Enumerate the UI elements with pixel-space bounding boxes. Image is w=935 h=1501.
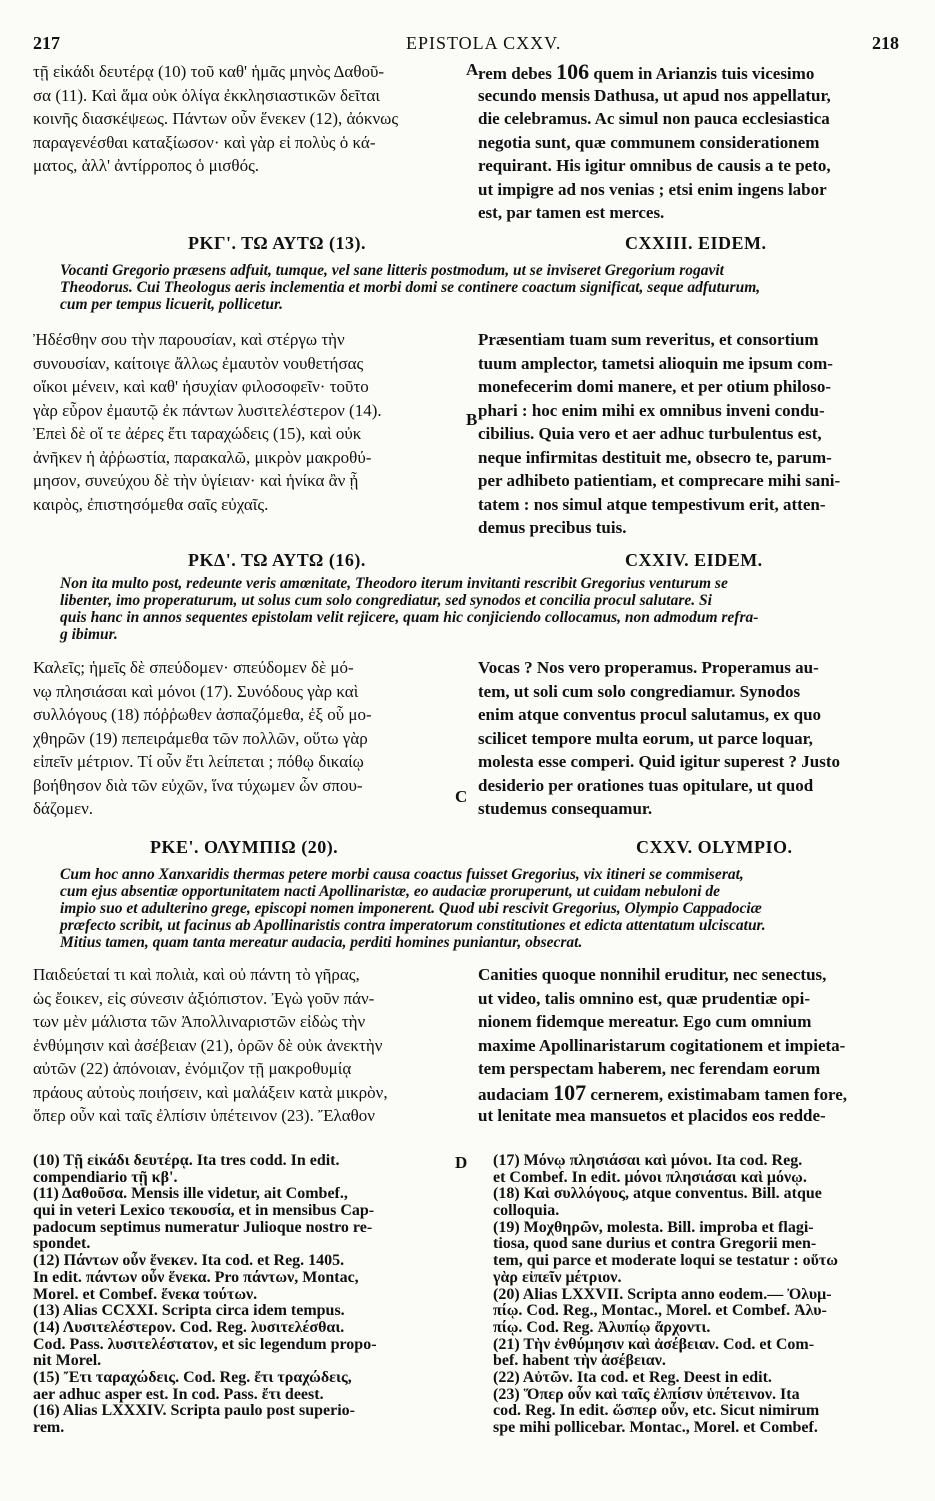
summary-line: Theodorus. Cui Theologus aeris inclementia et morbi domi se continere coactum significat, seque adfuturum, bbox=[60, 279, 761, 296]
latin-text-line: tem perspectam haberem, nec ferendam eorum bbox=[478, 1059, 821, 1078]
greek-text-line: Ἠδέσθην σου τὴν παρουσίαν, καὶ στέργω τὴν bbox=[33, 330, 345, 349]
latin-text-line: secundo mensis Dathusa, ut apud nos appellatur, bbox=[478, 85, 831, 105]
greek-text-line: βοήθησον διὰ τῶν εὐχῶν, ἵνα τύχωμεν ὧν σπου- bbox=[33, 775, 363, 795]
summary-line: g ibimur. bbox=[60, 626, 118, 643]
greek-text-line: Ἐπεὶ δὲ οἵ τε ἀέρες ἔτι ταραχώδεις (15), καὶ οὐκ bbox=[33, 424, 362, 443]
greek-text-line: ματος, ἀλλ' ἀντίρροπος ὁ μισθός. bbox=[33, 156, 260, 175]
greek-text-line: αὐτῶν (22) ἀπόνοιαν, ἐνόμιζον τῇ μακροθυμίᾳ bbox=[33, 1059, 352, 1078]
latin-text-line: ut impigre ad nos venias ; etsi enim ingens labor bbox=[478, 179, 827, 199]
latin-text-line: die celebramus. Ac simul non pauca ecclesiastica bbox=[478, 109, 830, 128]
latin-text-line: ut lenitate mea mansuetos et placidos eos redde- bbox=[478, 1106, 826, 1125]
footnotes-right bbox=[493, 1153, 906, 1437]
summary-line: impio suo et adulterino grege, episcopi nomen imponerent. Quod ubi rescivit Gregorius, Olympio Cappadociæ bbox=[60, 900, 762, 917]
latin-text-line: neque infirmitas destituit me, obsecro te, parum- bbox=[478, 447, 832, 467]
letter124-greek-text bbox=[33, 656, 468, 821]
latin-text-line: est, par tamen est merces. bbox=[478, 203, 665, 222]
greek-text-line: εἰπεῖν μέτριον. Τί οὖν ἔτι λείπεται ; πόθῳ δικαίῳ bbox=[33, 752, 364, 771]
latin-text-line: cibilius. Quia vero et aer adhuc turbulentus est, bbox=[478, 424, 822, 443]
footnote-line: bef. habent τὴν ἀσέβειαν. bbox=[493, 1352, 666, 1370]
footnote-line: et Combef. In edit. μόνοι πλησιάσαι καὶ μόνῳ. bbox=[493, 1168, 807, 1186]
greek-text-line: μησον, συνεύχου δὲ τὴν ὑγίειαν· καὶ ἡνίκα ἂν ᾖ bbox=[33, 471, 359, 490]
greek-text-line: τῇ εἰκάδι δευτέρᾳ (10) τοῦ καθ' ἡμᾶς μηνὸς Δαθοῦ- bbox=[33, 62, 385, 81]
footnote-line: cod. Reg. In edit. ὥσπερ οὖν, etc. Sicut nimirum bbox=[493, 1402, 820, 1420]
greek-text-line: ὡς ἔοικεν, εἰς σύνεσιν ἀξιόπιστον. Ἐγὼ γοῦν πάν- bbox=[33, 988, 375, 1008]
footnotes-left bbox=[33, 1153, 458, 1437]
footnote-line: spondet. bbox=[33, 1235, 91, 1253]
greek-text-line: συλλόγους (18) πόῤῥωθεν ἀσπαζόμεθα, ἐξ οὗ μο- bbox=[33, 705, 372, 724]
latin-text-line: enim atque conventus procul salutamus, ex quo bbox=[478, 705, 822, 724]
letter125-greek-text bbox=[33, 963, 465, 1128]
latin-text-line: requirant. His igitur omnibus de causis a te peto, bbox=[478, 156, 831, 175]
page-number-left: 217 bbox=[33, 33, 60, 53]
letter123-latin-text bbox=[478, 328, 906, 540]
latin-text-line: molesta esse comperi. Quid igitur superest ? Justo bbox=[478, 752, 841, 771]
margin-letter-c: C bbox=[455, 787, 468, 806]
letter123-greek-heading: ΡΚΓ'. ΤΩ ΑΥΤΩ (13). bbox=[188, 233, 367, 253]
footnote-line: Cod. Pass. λυσιτελέστατον, et sic legendum propo- bbox=[33, 1335, 377, 1353]
latin-text-line: monefecerim domi manere, et per otium philoso- bbox=[478, 377, 831, 396]
greek-text-line: πράους αὐτοὺς ποιήσειν, καὶ μαλάξειν κατὰ μικρὸν, bbox=[33, 1082, 388, 1102]
latin-text-line: negotia sunt, quæ communem considerationem bbox=[478, 132, 820, 152]
latin-text-line: Præsentiam tuam sum reveritus, et consortium bbox=[478, 330, 819, 349]
letter123-greek-text bbox=[33, 328, 465, 516]
footnote-line: (22) Αὐτῶν. Ita cod. et Reg. Deest in edit. bbox=[493, 1368, 772, 1386]
footnote-line: (14) Λυσιτελέστερον. Cod. Reg. λυσιτελέσθαι. bbox=[33, 1318, 345, 1336]
summary-line: libenter, imo properaturum, ut solus cum solo congrediatur, sed synodos et concilia procul salutare. Si bbox=[60, 592, 712, 609]
greek-text-line: Καλεῖς; ἡμεῖς δὲ σπεύδομεν· σπεύδομεν δὲ μό- bbox=[33, 658, 354, 677]
footnote-line: (11) Δαθοῦσα. Mensis ille videtur, ait Combef., bbox=[33, 1185, 348, 1203]
running-title: EPISTOLA CXXV. bbox=[406, 33, 562, 53]
footnote-line: padocum septimus numeratur Julioque nostro re- bbox=[33, 1218, 373, 1236]
latin-text-line: Vocas ? Nos vero properamus. Properamus au- bbox=[478, 658, 819, 677]
summary-line: præfecto scribit, ut facinus ab Apollinaristis contra imperatorum constitutiones et edicta attentatum ulciscatur. bbox=[60, 917, 766, 934]
greek-text-line: ἀνῆκεν ἡ ἀῤῥωστία, παρακαλῶ, μικρὸν μακροθύ- bbox=[33, 447, 372, 467]
letter125-latin-heading: CXXV. OLYMPIO. bbox=[636, 837, 793, 857]
summary-line: cum per tempus licuerit, pollicetur. bbox=[60, 296, 284, 313]
footnote-line: colloquia. bbox=[493, 1202, 560, 1220]
latin-text-line: desiderio per orationes tuas opitulare, ut quod bbox=[478, 775, 814, 795]
latin-text-line: audaciam 107 cernerem, existimabam tamen fore, bbox=[478, 1079, 847, 1105]
footnote-line: (21) Τὴν ἐνθύμησιν καὶ ἀσέβειαν. Cod. et Com- bbox=[493, 1335, 815, 1353]
greek-text-line: οἴκοι μένειν, καὶ καθ' ἡσυχίαν φιλοσοφεῖν· τοῦτο bbox=[33, 377, 369, 396]
greek-text-line: νῳ πλησιάσαι καὶ μόνοι (17). Συνόδους γὰρ καὶ bbox=[33, 681, 359, 701]
footnote-line: (15) Ἔτι ταραχώδεις. Cod. Reg. ἔτι τραχώδεις, bbox=[33, 1368, 352, 1386]
footnote-line: γὰρ εἰπεῖν μέτριον. bbox=[493, 1268, 622, 1286]
page-number-right: 218 bbox=[872, 33, 899, 53]
footnote-line: qui in veteri Lexico τεκουσία, et in mensibus Cap- bbox=[33, 1202, 375, 1220]
page-reference-number: 107 bbox=[553, 1079, 587, 1105]
greek-text-line: σα (11). Καὶ ἅμα οὐκ ὀλίγα ἐκκλησιαστικῶν δεῖται bbox=[33, 85, 380, 105]
footnote-line: (10) Τῇ εἰκάδι δευτέρᾳ. Ita tres codd. In edit. bbox=[33, 1152, 340, 1169]
footnote-line: aer adhuc asper est. In cod. Pass. ἔτι deest. bbox=[33, 1385, 324, 1403]
footnote-line: (16) Alias LXXXIV. Scripta paulo post superio- bbox=[33, 1402, 355, 1420]
latin-text-line: Canities quoque nonnihil eruditur, nec senectus, bbox=[478, 965, 827, 984]
letter124-latin-text bbox=[478, 656, 906, 821]
latin-text-line: demus precibus tuis. bbox=[478, 518, 627, 537]
footnote-line: nit Morel. bbox=[33, 1352, 102, 1370]
footnote-line: (13) Alias CCXXI. Scripta circa idem tempus. bbox=[33, 1302, 345, 1320]
greek-text-line: παραγενέσθαι καταξίωσον· καὶ γὰρ εἰ πολὺς ὁ κά- bbox=[33, 132, 376, 152]
greek-text-line: καιρὸς, ἐπιστησόμεθα σαῖς εὐχαῖς. bbox=[33, 494, 269, 514]
footnote-line: (18) Καὶ συλλόγους, atque conventus. Bill. atque bbox=[493, 1185, 822, 1203]
footnote-line: πίῳ. Cod. Reg. Ἀλυπίῳ ἄρχοντι. bbox=[493, 1318, 711, 1336]
greek-text-line: συνουσίαν, καίτοιγε ἄλλως ἐμαυτὸν νουθετήσας bbox=[33, 353, 364, 373]
footnote-line: (23) Ὅπερ οὖν καὶ ταῖς ἐλπίσιν ὑπέτεινον. Ita bbox=[493, 1385, 800, 1403]
letter125-summary bbox=[60, 866, 910, 951]
greek-text-line: Παιδεύεταί τι καὶ πολιὰ, καὶ οὐ πάντη τὸ γῆρας, bbox=[33, 965, 360, 984]
footnote-line: (17) Μόνῳ πλησιάσαι καὶ μόνοι. Ita cod. Reg. bbox=[493, 1152, 803, 1169]
latin-text-line: ut video, talis omnino est, quæ prudentiæ opi- bbox=[478, 988, 811, 1008]
greek-text-line: ἐνθύμησιν καὶ ἀσέβειαν (21), ὁρῶν δὲ οὐκ ἀνεκτὴν bbox=[33, 1035, 383, 1055]
footnote-line: tiosa, quod sane durius et contra Gregorii men- bbox=[493, 1235, 817, 1253]
footnote-line: In edit. πάντων οὖν ἕνεκα. Pro πάντων, Montac, bbox=[33, 1268, 359, 1286]
greek-text-line: κοινῆς διασκέψεως. Πάντων οὖν ἕνεκεν (12), ἀόκνως bbox=[33, 109, 399, 128]
latin-text-line: rem debes 106 quem in Arianzis tuis vicesimo bbox=[478, 59, 815, 84]
letter124-latin-heading: CXXIV. EIDEM. bbox=[625, 550, 763, 570]
summary-line: quis hanc in annos sequentes epistolam velit rejicere, quam hic conjiciendo collocamus, non admodum refra- bbox=[60, 609, 759, 626]
summary-line: Vocanti Gregorio præsens adfuit, tumque, vel sane litteris postmodum, ut se inviseret Gregorium rogavit bbox=[60, 262, 724, 279]
letter124-summary bbox=[60, 575, 910, 643]
summary-line: cum ejus absentiæ opportunitatem nacti Apollinaristæ, eo audaciæ proruperunt, ut cuidam nebuloni de bbox=[60, 883, 720, 900]
prev-letter-greek bbox=[33, 60, 465, 178]
page-reference-number: 106 bbox=[556, 59, 590, 84]
footnote-line: πίῳ. Cod. Reg., Montac., Morel. et Combef. Ἀλυ- bbox=[493, 1302, 827, 1320]
latin-text-line: scilicet tempore multa eorum, ut parce loquar, bbox=[478, 728, 813, 748]
letter123-summary bbox=[60, 262, 910, 313]
greek-text-line: δάζομεν. bbox=[33, 799, 94, 818]
letter124-greek-heading: ΡΚΔ'. ΤΩ ΑΥΤΩ (16). bbox=[188, 550, 366, 570]
footnote-line: (19) Μοχθηρῶν, molesta. Bill. improba et flagi- bbox=[493, 1218, 814, 1236]
footnote-line: spe mihi pollicebar. Montac., Morel. et Combef. bbox=[493, 1419, 818, 1436]
margin-letter-d: D bbox=[455, 1153, 468, 1172]
footnote-line: tem, qui parce et moderate loqui se testatur : οὕτω bbox=[493, 1252, 838, 1270]
greek-text-line: χθηρῶν (19) πεπειράμεθα τῶν πολλῶν, οὕτω γὰρ bbox=[33, 728, 368, 748]
latin-text-line: tuum amplector, tametsi alioquin me ipsum com- bbox=[478, 353, 833, 373]
margin-letter-a: A bbox=[466, 60, 479, 79]
latin-text-line: per adhibeto patientiam, et comprecare mihi sani- bbox=[478, 471, 841, 490]
summary-line: Mitius tamen, quam tanta mereatur audacia, perditi homines puniantur, obsecrat. bbox=[60, 934, 583, 951]
latin-text-line: nionem fidemque mereatur. Ego cum omnium bbox=[478, 1012, 812, 1031]
letter125-latin-text bbox=[478, 963, 906, 1128]
latin-text-line: maxime Apollinaristarum cogitationem et impieta- bbox=[478, 1035, 846, 1055]
latin-text-line: studemus consequamur. bbox=[478, 799, 653, 818]
footnote-line: compendiario τῇ κβ'. bbox=[33, 1168, 178, 1186]
footnote-line: (20) Alias LXXVII. Scripta anno eodem.— Ὀλυμ- bbox=[493, 1285, 832, 1303]
margin-letter-b: B bbox=[466, 410, 478, 429]
footnote-line: rem. bbox=[33, 1419, 65, 1436]
latin-text-line: tatem : nos simul atque tempestivum erit, atten- bbox=[478, 494, 826, 514]
greek-text-line: ὅπερ οὖν καὶ ταῖς ἐλπίσιν ὑπέτεινον (23). Ἔλαθον bbox=[33, 1106, 375, 1125]
footnote-line: Morel. et Combef. ἕνεκα τούτων. bbox=[33, 1285, 258, 1303]
summary-line: Cum hoc anno Xanxaridis thermas petere morbi causa coactus fuisset Gregorius, vix itineri se commiserat, bbox=[60, 866, 744, 883]
prev-letter-latin bbox=[478, 60, 906, 225]
greek-text-line: γὰρ εὗρον ἐμαυτῷ ἐκ πάντων λυσιτελέστερον (14). bbox=[33, 400, 382, 420]
footnote-line: (12) Πάντων οὖν ἕνεκεν. Ita cod. et Reg. 1405. bbox=[33, 1252, 345, 1270]
latin-text-line: phari : hoc enim mihi ex omnibus inveni condu- bbox=[478, 400, 825, 420]
summary-line: Non ita multo post, redeunte veris amœnitate, Theodoro iterum invitanti rescribit Gregorius venturum se bbox=[60, 575, 728, 592]
greek-text-line: των μὲν μάλιστα τῶν Ἀπολλιναριστῶν εἰδὼς τὴν bbox=[33, 1012, 366, 1031]
letter123-latin-heading: CXXIII. EIDEM. bbox=[625, 233, 767, 253]
letter125-greek-heading: ΡΚΕ'. ΟΛΥΜΠΙΩ (20). bbox=[150, 837, 339, 857]
latin-text-line: tem, ut soli cum solo congrediamur. Synodos bbox=[478, 681, 801, 701]
